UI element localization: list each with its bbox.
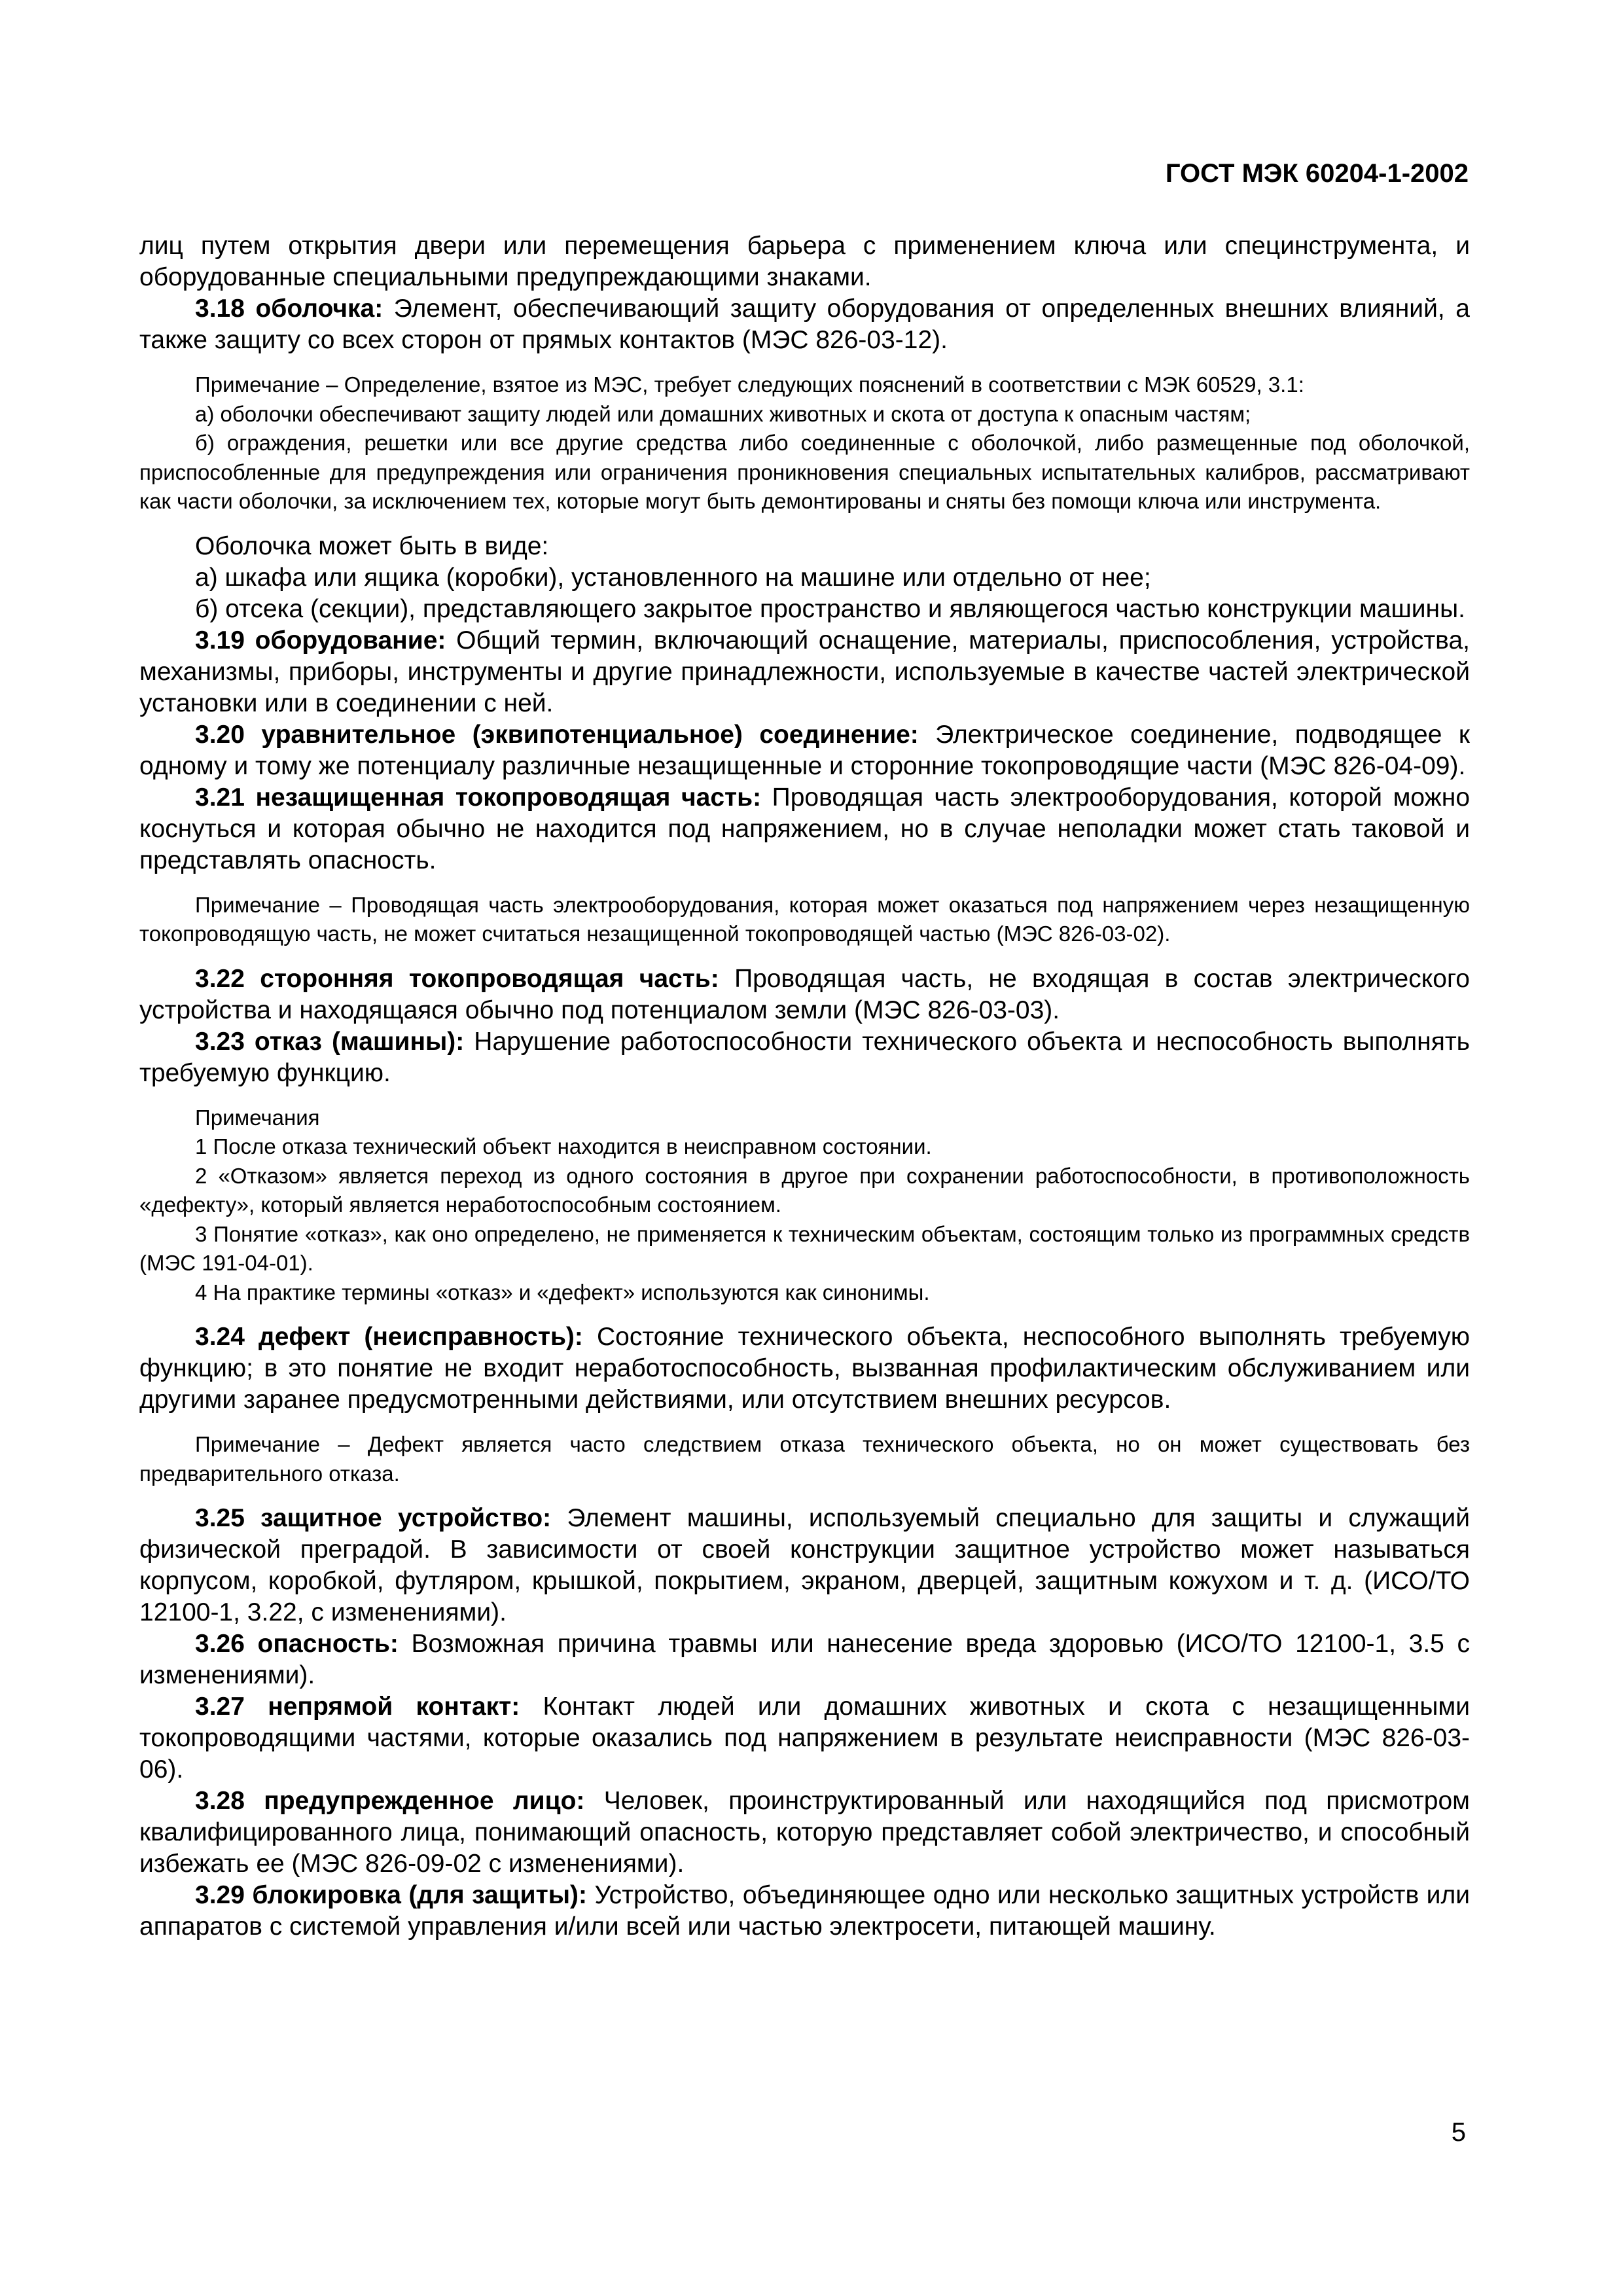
- paragraph-text: а) оболочки обеспечивают защиту людей или домашних животных и скота от доступа к опасным частям;: [195, 401, 1251, 426]
- term-definition: [139, 1026, 1470, 1089]
- term-definition: [139, 1503, 1470, 1628]
- term-label: 3.18 оболочка:: [195, 295, 383, 323]
- paragraph-text: Элемент, обеспечивающий защиту оборудования от определенных внешних влияний, а также защиту со всех сторон от прямых контактов (МЭС 826-03-12).: [139, 295, 1470, 354]
- term-label: 3.28 предупрежденное лицо:: [195, 1787, 585, 1815]
- paragraph-text: 3 Понятие «отказ», как оно определено, не применяется к техническим объектам, состоящим только из программных средств (МЭС 191-04-01).: [139, 1221, 1470, 1275]
- term-definition: [139, 782, 1470, 876]
- term-label: 3.29 блокировка (для защиты):: [195, 1881, 587, 1909]
- paragraph-text: а) шкафа или ящика (коробки), установленного на машине или отдельно от нее;: [195, 563, 1151, 592]
- note-paragraph: [139, 370, 1470, 400]
- paragraph-text: Нарушение работоспособности технического объекта и неспособность выполнять требуемую функцию.: [139, 1027, 1470, 1087]
- term-definition: [139, 1321, 1470, 1416]
- term-definition: [139, 1880, 1470, 1943]
- paragraph-text: Примечания: [195, 1105, 320, 1130]
- paragraph-text: 2 «Отказом» является переход из одного состояния в другое при сохранении работоспособности, в противоположность «дефекту», который является неработоспособным состоянием.: [139, 1163, 1470, 1217]
- term-label: 3.25 защитное устройство:: [195, 1504, 552, 1532]
- paragraph-text: Контакт людей или домашних животных и скота с незащищенными токопроводящими частями, которые оказались под напряжением в результате неисправности (МЭС 826-03-06).: [139, 1693, 1471, 1784]
- term-definition: [139, 719, 1470, 782]
- paragraph-text: Примечание – Дефект является часто следствием отказа технического объекта, но он может существовать без предварительного отказа.: [139, 1432, 1470, 1486]
- term-definition: [139, 625, 1470, 719]
- note-paragraph: [139, 429, 1470, 516]
- term-label: 3.23 отказ (машины):: [195, 1027, 465, 1056]
- body-paragraph: [139, 594, 1470, 625]
- paragraph-text: 1 После отказа технический объект находится в неисправном состоянии.: [195, 1134, 932, 1158]
- paragraph-text: б) ограждения, решетки или все другие средства либо соединенные с оболочкой, либо размещенные под оболочкой, приспособленные для предупреждения или ограничения проникновения специальных испытательных калибров, рассматривают как части оболочки, за исключением тех, которые могут быть демонтированы и сняты без помощи ключа или инструмента.: [139, 431, 1470, 513]
- body-paragraph: [139, 230, 1470, 293]
- term-definition: [139, 1628, 1470, 1691]
- term-label: 3.27 непрямой контакт:: [195, 1693, 520, 1721]
- paragraph-text: Оболочка может быть в виде:: [195, 531, 549, 560]
- paragraph-text: Проводящая часть, не входящая в состав электрического устройства и находящаяся обычно под потенциалом земли (МЭС 826-03-03).: [139, 964, 1470, 1024]
- paragraph-text: 4 На практике термины «отказ» и «дефект» используются как синонимы.: [195, 1280, 930, 1304]
- note-paragraph: [139, 1220, 1470, 1278]
- paragraph-text: Состояние технического объекта, неспособного выполнять требуемую функцию; в это понятие не входит неработоспособность, вызванная профилактическим обслуживанием или другими заранее предусмотренными действиями, или отсутствием внешних ресурсов.: [139, 1323, 1470, 1414]
- paragraph-text: Человек, проинструктированный или находящийся под присмотром квалифицированного лица, понимающий опасность, которую представляет собой электричество, и способный избежать ее (МЭС 826-09-02 с изменениями).: [139, 1787, 1470, 1878]
- paragraph-text: Устройство, объединяющее одно или несколько защитных устройств или аппаратов с системой управления и/или всей или частью электросети, питающей машину.: [139, 1881, 1470, 1941]
- term-definition: [139, 1691, 1470, 1785]
- document-body: [139, 230, 1470, 1943]
- term-label: 3.24 дефект (неисправность):: [195, 1323, 583, 1351]
- paragraph-text: Проводящая часть электрооборудования, которой можно коснуться и которая обычно не находится под напряжением, но в случае неполадки может стать таковой и представлять опасность.: [139, 783, 1471, 874]
- note-paragraph: [139, 1103, 1470, 1133]
- paragraph-text: Примечание – Проводящая часть электрооборудования, которая может оказаться под напряжением через незащищенную токопроводящую часть, не может считаться незащищенной токопроводящей частью (МЭС 826-03-02).: [139, 892, 1470, 946]
- paragraph-text: Возможная причина травмы или нанесение вреда здоровью (ИСО/ТО 12100-1, 3.5 с изменениями).: [139, 1630, 1470, 1689]
- note-paragraph: [139, 1430, 1470, 1488]
- body-paragraph: [139, 562, 1470, 594]
- term-definition: [139, 293, 1470, 356]
- note-paragraph: [139, 1132, 1470, 1162]
- note-paragraph: [139, 891, 1470, 949]
- note-paragraph: [139, 1278, 1470, 1308]
- paragraph-text: Примечание – Определение, взятое из МЭС, требует следующих пояснений в соответствии с МЭК 60529, 3.1:: [195, 372, 1304, 397]
- term-definition: [139, 1785, 1470, 1880]
- page-number: 5: [1451, 2118, 1466, 2147]
- body-paragraph: [139, 531, 1470, 562]
- term-definition: [139, 963, 1470, 1026]
- note-paragraph: [139, 400, 1470, 429]
- term-label: 3.20 уравнительное (эквипотенциальное) соединение:: [195, 720, 919, 749]
- term-label: 3.21 незащищенная токопроводящая часть:: [195, 783, 762, 812]
- term-label: 3.26 опасность:: [195, 1630, 399, 1658]
- paragraph-text: лиц путем открытия двери или перемещения барьера с применением ключа или специнструмента, и оборудованные специальными предупреждающими знаками.: [139, 232, 1470, 291]
- document-header: ГОСТ МЭК 60204-1-2002: [1165, 159, 1469, 188]
- paragraph-text: Электрическое соединение, подводящее к одному и тому же потенциалу различные незащищенные и сторонние токопроводящие части (МЭС 826-04-09).: [139, 720, 1470, 780]
- term-label: 3.22 сторонняя токопроводящая часть:: [195, 964, 719, 993]
- paragraph-text: Элемент машины, используемый специально для защиты и служащий физической преградой. В зависимости от своей конструкции защитное устройство может называться корпусом, коробкой, футляром, крышкой, покрытием, экраном, дверцей, защитным кожухом и т. д. (ИСО/ТО 12100-1, 3.22, с изменениями).: [139, 1504, 1470, 1626]
- term-label: 3.19 оборудование:: [195, 626, 446, 655]
- paragraph-text: Общий термин, включающий оснащение, материалы, приспособления, устройства, механизмы, приборы, инструменты и другие принадлежности, используемые в качестве частей электрической установки или в соединении с ней.: [139, 626, 1470, 717]
- note-paragraph: [139, 1162, 1470, 1220]
- paragraph-text: б) отсека (секции), представляющего закрытое пространство и являющегося частью конструкции машины.: [195, 594, 1465, 623]
